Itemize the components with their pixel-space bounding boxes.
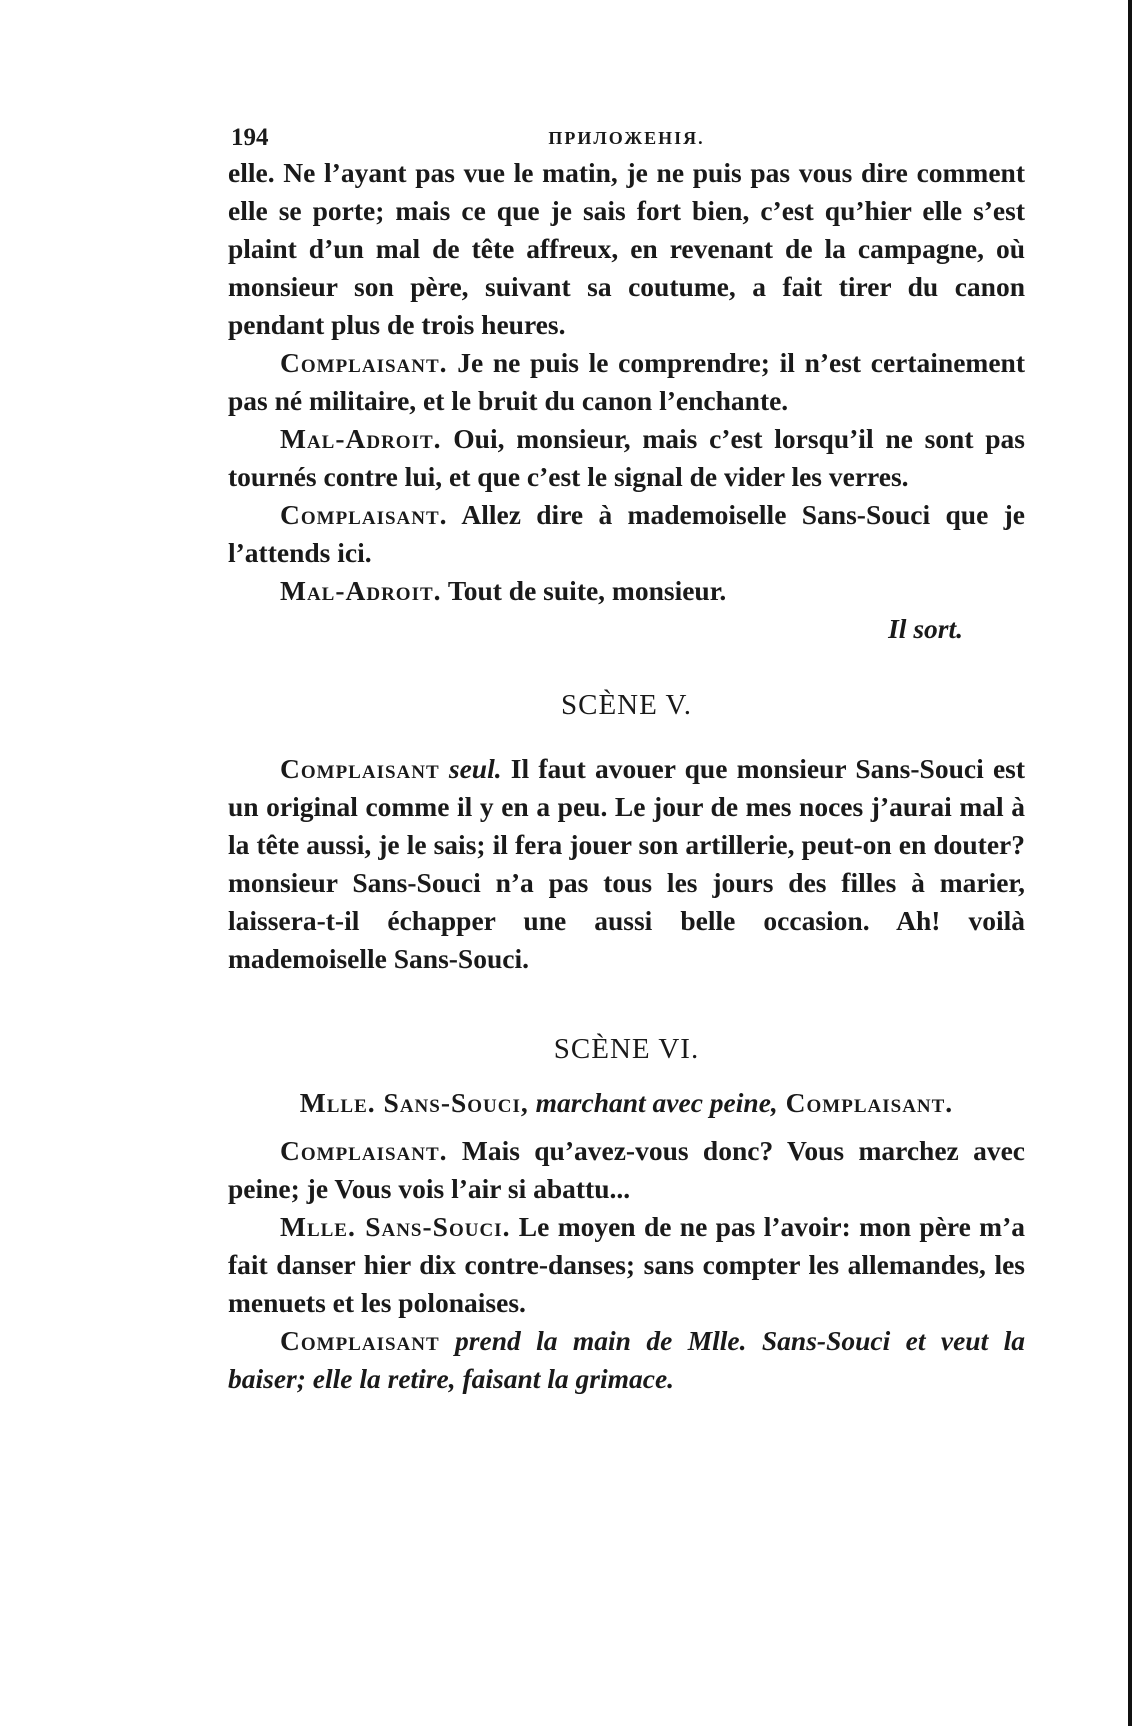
body-text xyxy=(228,154,1025,1398)
dialogue-text: Allez dire à mademoiselle Sans-Souci que je l’attends ici. xyxy=(228,499,1025,568)
speaker-name: Mal-Adroit. xyxy=(280,423,442,454)
dialogue-paragraph xyxy=(228,572,1025,610)
speaker-name: Complaisant xyxy=(280,1325,440,1356)
dialogue-text: Oui, monsieur, mais c’est lorsqu’il ne sont pas tournés contre lui, et que c’est le signal de vider les verres. xyxy=(228,423,1025,492)
speaker-name: Complaisant. xyxy=(280,347,448,378)
running-head xyxy=(228,110,1025,154)
scene-characters xyxy=(228,1084,1025,1122)
dialogue-paragraph xyxy=(228,750,1025,978)
dialogue-paragraph xyxy=(228,344,1025,420)
character-name: Complaisant. xyxy=(777,1087,954,1118)
dialogue-text: Je ne puis le comprendre; il n’est certainement pas né militaire, et le bruit du canon l’enchante. xyxy=(228,347,1025,416)
speaker-name: Complaisant. xyxy=(280,499,448,530)
speaker-name: Complaisant xyxy=(280,753,440,784)
dialogue-text: Tout de suite, monsieur. xyxy=(441,575,727,606)
running-title: ПРИЛОЖЕНIЯ. xyxy=(548,128,705,148)
character-name: Mlle. Sans-Souci, xyxy=(299,1087,529,1118)
page-number: 194 xyxy=(231,124,269,151)
page-content xyxy=(228,110,1025,1398)
speaker-name: Complaisant. xyxy=(280,1135,448,1166)
page-edge-line xyxy=(1128,0,1132,1726)
stage-direction-inline: seul. xyxy=(439,753,502,784)
dialogue-paragraph xyxy=(228,420,1025,496)
speaker-name: Mlle. Sans-Souci. xyxy=(280,1211,511,1242)
dialogue-paragraph xyxy=(228,1132,1025,1208)
dialogue-text: Mais qu’avez-vous donc? Vous marchez avec peine; je Vous vois l’air si abattu... xyxy=(228,1135,1025,1204)
dialogue-text: Le moyen de ne pas l’avoir: mon père m’a fait danser hier dix contre-danses; sans compter les allemandes, les menuets et les polonaises. xyxy=(228,1211,1025,1318)
stage-direction-inline: marchant avec peine, xyxy=(528,1087,778,1118)
dialogue-text: Il faut avouer que monsieur Sans-Souci est un original comme il y en a peu. Le jour de mes noces j’aurai mal à la tête aussi, je le sais; il fera jouer son artillerie, peut-on en douter? monsieur Sans-Souci n’a pas tous les jours des filles à marier, laissera-t-il échapper une aussi belle occasion. Ah! voilà mademoiselle Sans-Souci. xyxy=(228,753,1026,974)
stage-direction-inline: prend la main de Mlle. Sans-Souci et veut la baiser; elle la retire, faisant la grimace. xyxy=(228,1325,1025,1394)
stage-direction: Il sort. xyxy=(888,613,963,644)
scene-title: SCÈNE VI. xyxy=(553,1033,700,1065)
dialogue-paragraph xyxy=(228,496,1025,572)
scene-title: SCÈNE V. xyxy=(560,689,693,721)
continued-paragraph: elle. Ne l’ayant pas vue le matin, je ne puis pas vous dire comment elle se porte; mais ce que je sais fort bien, c’est qu’hier elle s’est plaint d’un mal de tête affreux, en revenant de la campagne, où monsieur son père, suivant sa coutume, a fait tirer du canon pendant plus de trois heures. xyxy=(228,157,1025,340)
dialogue-paragraph xyxy=(228,1208,1025,1322)
dialogue-paragraph xyxy=(228,1322,1025,1398)
speaker-name: Mal-Adroit. xyxy=(280,575,442,606)
